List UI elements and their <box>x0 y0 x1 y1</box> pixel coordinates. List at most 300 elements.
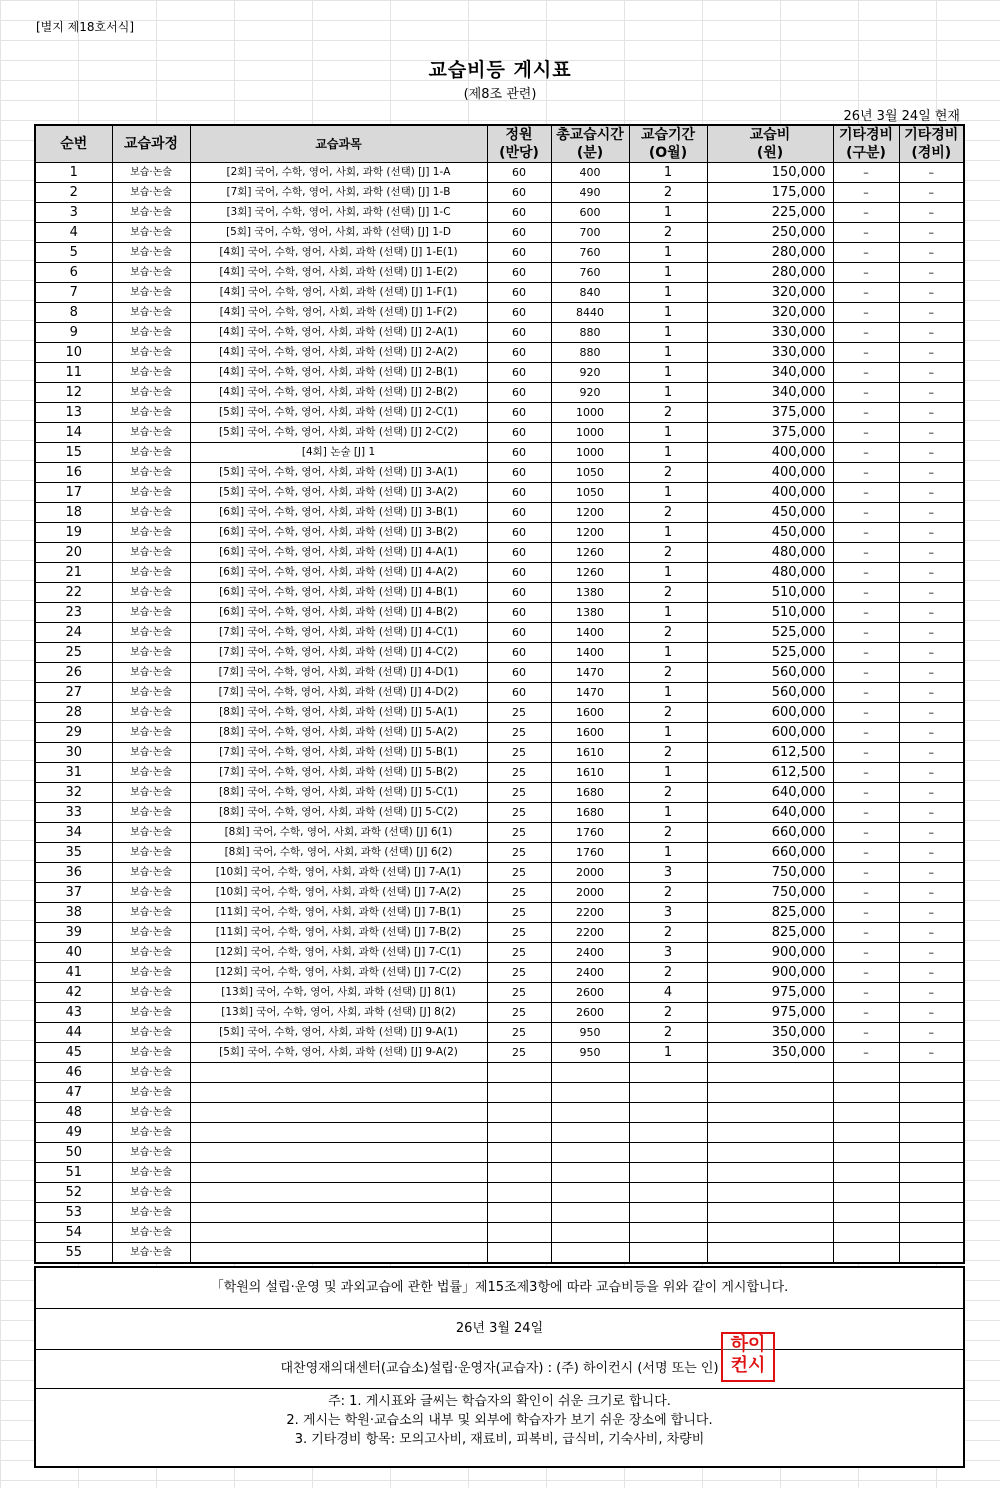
cell-subject: [5회] 국어, 수학, 영어, 사회, 과학 (선택) [J] 2-C(1) <box>190 403 487 423</box>
header-hours: 총교습시간 (분) <box>551 125 629 163</box>
cell-capacity: 25 <box>487 843 551 863</box>
cell-no: 45 <box>35 1043 112 1063</box>
cell-no: 51 <box>35 1163 112 1183</box>
cell-hours: 1760 <box>551 843 629 863</box>
cell-course: 보습·논술 <box>112 163 190 183</box>
cell-no: 52 <box>35 1183 112 1203</box>
cell-capacity: 25 <box>487 703 551 723</box>
cell-period: 1 <box>629 763 707 783</box>
cell-other-type: – <box>833 803 899 823</box>
cell-no: 10 <box>35 343 112 363</box>
table-row <box>35 1183 964 1203</box>
cell-hours <box>551 1083 629 1103</box>
cell-other-type: – <box>833 383 899 403</box>
cell-other-type: – <box>833 303 899 323</box>
cell-other-cost: – <box>899 503 964 523</box>
cell-no: 18 <box>35 503 112 523</box>
cell-fee: 660,000 <box>707 843 833 863</box>
cell-fee: 150,000 <box>707 163 833 183</box>
cell-subject: [4회] 논술 [J] 1 <box>190 443 487 463</box>
cell-other-cost: – <box>899 623 964 643</box>
cell-hours <box>551 1103 629 1123</box>
cell-fee: 975,000 <box>707 1003 833 1023</box>
cell-fee: 250,000 <box>707 223 833 243</box>
cell-course: 보습·논술 <box>112 223 190 243</box>
cell-course: 보습·논술 <box>112 703 190 723</box>
cell-capacity: 60 <box>487 223 551 243</box>
cell-capacity: 60 <box>487 543 551 563</box>
cell-other-cost: – <box>899 463 964 483</box>
cell-other-cost: – <box>899 823 964 843</box>
cell-fee: 400,000 <box>707 463 833 483</box>
table-row <box>35 1163 964 1183</box>
cell-period: 1 <box>629 243 707 263</box>
cell-other-cost: – <box>899 563 964 583</box>
cell-subject: [5회] 국어, 수학, 영어, 사회, 과학 (선택) [J] 3-A(1) <box>190 463 487 483</box>
table-row <box>35 1083 964 1103</box>
cell-period: 2 <box>629 543 707 563</box>
table-row <box>35 483 964 503</box>
cell-hours <box>551 1163 629 1183</box>
cell-course: 보습·논술 <box>112 943 190 963</box>
cell-no: 34 <box>35 823 112 843</box>
cell-capacity: 60 <box>487 663 551 683</box>
cell-subject: [6회] 국어, 수학, 영어, 사회, 과학 (선택) [J] 4-A(2) <box>190 563 487 583</box>
cell-subject: [10회] 국어, 수학, 영어, 사회, 과학 (선택) [J] 7-A(2) <box>190 883 487 903</box>
cell-other-cost: – <box>899 303 964 323</box>
cell-period: 2 <box>629 743 707 763</box>
cell-subject: [8회] 국어, 수학, 영어, 사회, 과학 (선택) [J] 5-C(2) <box>190 803 487 823</box>
cell-other-cost: – <box>899 363 964 383</box>
cell-subject: [7회] 국어, 수학, 영어, 사회, 과학 (선택) [J] 5-B(2) <box>190 763 487 783</box>
cell-other-cost <box>899 1243 964 1264</box>
cell-fee <box>707 1123 833 1143</box>
cell-no: 53 <box>35 1203 112 1223</box>
cell-course: 보습·논술 <box>112 623 190 643</box>
cell-other-cost: – <box>899 523 964 543</box>
cell-other-cost: – <box>899 703 964 723</box>
operator-line: 대찬영재의대센터(교습소)설립·운영자(교습자) : (주) 하이컨시 (서명 또는 인) <box>36 1350 963 1389</box>
cell-other-type: – <box>833 203 899 223</box>
cell-period <box>629 1143 707 1163</box>
cell-fee: 600,000 <box>707 723 833 743</box>
note-2: 2. 게시는 학원·교습소의 내부 및 외부에 학습자가 보기 쉬운 장소에 합니다. <box>286 1413 713 1428</box>
table-row <box>35 1143 964 1163</box>
header-row <box>35 125 964 163</box>
cell-fee <box>707 1243 833 1264</box>
cell-other-type: – <box>833 323 899 343</box>
cell-other-cost: – <box>899 243 964 263</box>
cell-other-type: – <box>833 703 899 723</box>
cell-other-type: – <box>833 763 899 783</box>
cell-hours <box>551 1243 629 1264</box>
cell-other-type: – <box>833 643 899 663</box>
cell-course: 보습·논술 <box>112 903 190 923</box>
table-row <box>35 243 964 263</box>
cell-subject: [2회] 국어, 수학, 영어, 사회, 과학 (선택) [J] 1-A <box>190 163 487 183</box>
cell-capacity <box>487 1163 551 1183</box>
cell-fee <box>707 1103 833 1123</box>
cell-fee <box>707 1203 833 1223</box>
table-row <box>35 863 964 883</box>
cell-other-type: – <box>833 923 899 943</box>
cell-fee <box>707 1063 833 1083</box>
cell-other-type: – <box>833 623 899 643</box>
table-row <box>35 843 964 863</box>
as-of-date: 26년 3월 24일 현재 <box>843 109 960 124</box>
cell-hours: 880 <box>551 323 629 343</box>
cell-capacity: 60 <box>487 643 551 663</box>
table-row <box>35 543 964 563</box>
cell-other-cost: – <box>899 283 964 303</box>
cell-other-type: – <box>833 983 899 1003</box>
cell-no: 16 <box>35 463 112 483</box>
seal-text-1: 하이 <box>730 1334 766 1355</box>
cell-other-cost: – <box>899 663 964 683</box>
table-row <box>35 343 964 363</box>
cell-other-cost: – <box>899 843 964 863</box>
cell-capacity: 60 <box>487 443 551 463</box>
cell-hours: 2200 <box>551 923 629 943</box>
cell-subject: [5회] 국어, 수학, 영어, 사회, 과학 (선택) [J] 9-A(1) <box>190 1023 487 1043</box>
cell-hours <box>551 1123 629 1143</box>
table-row <box>35 583 964 603</box>
cell-other-type: – <box>833 283 899 303</box>
cell-no: 2 <box>35 183 112 203</box>
cell-period <box>629 1203 707 1223</box>
cell-subject: [6회] 국어, 수학, 영어, 사회, 과학 (선택) [J] 4-B(2) <box>190 603 487 623</box>
cell-hours: 880 <box>551 343 629 363</box>
cell-period <box>629 1163 707 1183</box>
cell-no: 54 <box>35 1223 112 1243</box>
cell-subject: [4회] 국어, 수학, 영어, 사회, 과학 (선택) [J] 1-E(2) <box>190 263 487 283</box>
cell-course: 보습·논술 <box>112 443 190 463</box>
cell-course: 보습·논술 <box>112 323 190 343</box>
cell-no: 21 <box>35 563 112 583</box>
cell-hours: 2600 <box>551 983 629 1003</box>
cell-subject <box>190 1063 487 1083</box>
cell-no: 9 <box>35 323 112 343</box>
cell-course: 보습·논술 <box>112 783 190 803</box>
cell-no: 23 <box>35 603 112 623</box>
table-row <box>35 263 964 283</box>
cell-other-type <box>833 1163 899 1183</box>
cell-course: 보습·논술 <box>112 1163 190 1183</box>
cell-no: 38 <box>35 903 112 923</box>
cell-other-type: – <box>833 443 899 463</box>
cell-no: 33 <box>35 803 112 823</box>
legal-statement: 「학원의 설립·운영 및 과외교습에 관한 법률」제15조제3항에 따라 교습비등을 위와 같이 게시합니다. <box>36 1268 963 1309</box>
cell-other-type <box>833 1223 899 1243</box>
cell-course: 보습·논술 <box>112 263 190 283</box>
table-row <box>35 943 964 963</box>
cell-subject <box>190 1103 487 1123</box>
table-row <box>35 923 964 943</box>
cell-other-type: – <box>833 483 899 503</box>
cell-other-cost: – <box>899 443 964 463</box>
table-row <box>35 1103 964 1123</box>
table-row <box>35 1243 964 1264</box>
table-row <box>35 563 964 583</box>
cell-other-type: – <box>833 523 899 543</box>
cell-hours: 2400 <box>551 963 629 983</box>
cell-other-type <box>833 1243 899 1264</box>
cell-subject: [8회] 국어, 수학, 영어, 사회, 과학 (선택) [J] 6(1) <box>190 823 487 843</box>
cell-subject: [4회] 국어, 수학, 영어, 사회, 과학 (선택) [J] 2-A(1) <box>190 323 487 343</box>
cell-course: 보습·논술 <box>112 1183 190 1203</box>
cell-fee: 900,000 <box>707 963 833 983</box>
cell-course: 보습·논술 <box>112 823 190 843</box>
cell-fee: 330,000 <box>707 343 833 363</box>
cell-course: 보습·논술 <box>112 543 190 563</box>
cell-capacity: 25 <box>487 923 551 943</box>
cell-fee: 560,000 <box>707 663 833 683</box>
cell-other-type: – <box>833 503 899 523</box>
cell-fee: 640,000 <box>707 803 833 823</box>
table-row <box>35 763 964 783</box>
cell-subject: [5회] 국어, 수학, 영어, 사회, 과학 (선택) [J] 3-A(2) <box>190 483 487 503</box>
cell-period: 1 <box>629 483 707 503</box>
cell-course: 보습·논술 <box>112 1223 190 1243</box>
cell-fee: 480,000 <box>707 543 833 563</box>
cell-other-cost <box>899 1183 964 1203</box>
cell-course: 보습·논술 <box>112 1203 190 1223</box>
cell-no: 48 <box>35 1103 112 1123</box>
cell-hours: 950 <box>551 1023 629 1043</box>
cell-no: 5 <box>35 243 112 263</box>
table-row <box>35 703 964 723</box>
cell-other-cost: – <box>899 1043 964 1063</box>
cell-other-type <box>833 1083 899 1103</box>
cell-hours <box>551 1203 629 1223</box>
table-row <box>35 503 964 523</box>
cell-course: 보습·논술 <box>112 723 190 743</box>
cell-fee: 375,000 <box>707 403 833 423</box>
cell-subject: [8회] 국어, 수학, 영어, 사회, 과학 (선택) [J] 5-A(1) <box>190 703 487 723</box>
cell-subject: [6회] 국어, 수학, 영어, 사회, 과학 (선택) [J] 3-B(2) <box>190 523 487 543</box>
cell-no: 36 <box>35 863 112 883</box>
cell-period: 1 <box>629 283 707 303</box>
cell-no: 19 <box>35 523 112 543</box>
cell-other-type: – <box>833 723 899 743</box>
cell-other-cost: – <box>899 1003 964 1023</box>
cell-period <box>629 1183 707 1203</box>
cell-no: 42 <box>35 983 112 1003</box>
cell-hours: 1400 <box>551 623 629 643</box>
cell-capacity: 60 <box>487 203 551 223</box>
cell-period: 3 <box>629 943 707 963</box>
cell-no: 29 <box>35 723 112 743</box>
cell-capacity: 25 <box>487 823 551 843</box>
cell-capacity: 25 <box>487 863 551 883</box>
cell-subject: [4회] 국어, 수학, 영어, 사회, 과학 (선택) [J] 1-F(2) <box>190 303 487 323</box>
cell-period: 2 <box>629 183 707 203</box>
table-row <box>35 323 964 343</box>
cell-course: 보습·논술 <box>112 603 190 623</box>
cell-capacity: 25 <box>487 1003 551 1023</box>
table-row <box>35 403 964 423</box>
cell-capacity: 60 <box>487 583 551 603</box>
fee-table <box>34 124 965 1264</box>
cell-hours: 920 <box>551 363 629 383</box>
cell-other-type <box>833 1123 899 1143</box>
cell-hours: 1600 <box>551 703 629 723</box>
cell-other-cost: – <box>899 763 964 783</box>
cell-hours: 950 <box>551 1043 629 1063</box>
cell-period: 1 <box>629 203 707 223</box>
cell-hours <box>551 1183 629 1203</box>
cell-no: 47 <box>35 1083 112 1103</box>
cell-course: 보습·논술 <box>112 923 190 943</box>
cell-fee: 330,000 <box>707 323 833 343</box>
cell-no: 24 <box>35 623 112 643</box>
cell-fee: 225,000 <box>707 203 833 223</box>
cell-capacity: 60 <box>487 423 551 443</box>
table-row <box>35 663 964 683</box>
cell-capacity: 60 <box>487 503 551 523</box>
cell-period: 2 <box>629 703 707 723</box>
cell-period: 1 <box>629 263 707 283</box>
cell-course: 보습·논술 <box>112 643 190 663</box>
note-1: 주: 1. 게시표와 글씨는 학습자의 확인이 쉬운 크기로 합니다. <box>328 1394 671 1409</box>
cell-capacity: 60 <box>487 183 551 203</box>
cell-hours: 1470 <box>551 683 629 703</box>
cell-subject <box>190 1183 487 1203</box>
cell-course: 보습·논술 <box>112 983 190 1003</box>
cell-other-type: – <box>833 463 899 483</box>
cell-period: 1 <box>629 803 707 823</box>
cell-capacity: 60 <box>487 403 551 423</box>
cell-period <box>629 1243 707 1264</box>
cell-hours: 1200 <box>551 503 629 523</box>
cell-hours: 400 <box>551 163 629 183</box>
cell-subject: [7회] 국어, 수학, 영어, 사회, 과학 (선택) [J] 1-B <box>190 183 487 203</box>
cell-fee: 320,000 <box>707 283 833 303</box>
cell-period: 1 <box>629 383 707 403</box>
cell-no: 40 <box>35 943 112 963</box>
cell-period: 2 <box>629 463 707 483</box>
cell-fee: 450,000 <box>707 503 833 523</box>
cell-fee <box>707 1143 833 1163</box>
cell-no: 50 <box>35 1143 112 1163</box>
cell-course: 보습·논술 <box>112 423 190 443</box>
cell-course: 보습·논술 <box>112 583 190 603</box>
cell-other-cost: – <box>899 183 964 203</box>
cell-other-type <box>833 1143 899 1163</box>
cell-period: 1 <box>629 843 707 863</box>
cell-fee: 825,000 <box>707 903 833 923</box>
cell-hours: 920 <box>551 383 629 403</box>
cell-other-type: – <box>833 563 899 583</box>
table-row <box>35 463 964 483</box>
cell-capacity: 60 <box>487 323 551 343</box>
cell-no: 44 <box>35 1023 112 1043</box>
table-row <box>35 803 964 823</box>
cell-fee: 525,000 <box>707 643 833 663</box>
cell-no: 30 <box>35 743 112 763</box>
cell-course: 보습·논술 <box>112 483 190 503</box>
cell-no: 28 <box>35 703 112 723</box>
cell-course: 보습·논술 <box>112 403 190 423</box>
cell-other-cost: – <box>899 883 964 903</box>
cell-period: 2 <box>629 583 707 603</box>
cell-subject: [8회] 국어, 수학, 영어, 사회, 과학 (선택) [J] 6(2) <box>190 843 487 863</box>
cell-period: 2 <box>629 1023 707 1043</box>
cell-subject <box>190 1203 487 1223</box>
cell-fee: 612,500 <box>707 743 833 763</box>
table-row <box>35 163 964 183</box>
cell-no: 35 <box>35 843 112 863</box>
cell-course: 보습·논술 <box>112 883 190 903</box>
cell-no: 22 <box>35 583 112 603</box>
cell-no: 55 <box>35 1243 112 1264</box>
cell-course: 보습·논술 <box>112 763 190 783</box>
cell-hours: 1050 <box>551 463 629 483</box>
cell-hours: 1200 <box>551 523 629 543</box>
cell-hours <box>551 1143 629 1163</box>
cell-other-cost: – <box>899 383 964 403</box>
cell-hours: 1400 <box>551 643 629 663</box>
fee-table-body <box>35 163 964 1264</box>
cell-no: 15 <box>35 443 112 463</box>
cell-capacity <box>487 1143 551 1163</box>
cell-no: 25 <box>35 643 112 663</box>
cell-capacity: 60 <box>487 463 551 483</box>
cell-capacity <box>487 1103 551 1123</box>
cell-fee: 750,000 <box>707 883 833 903</box>
cell-hours <box>551 1223 629 1243</box>
cell-capacity: 25 <box>487 903 551 923</box>
cell-subject: [10회] 국어, 수학, 영어, 사회, 과학 (선택) [J] 7-A(1) <box>190 863 487 883</box>
cell-course: 보습·논술 <box>112 863 190 883</box>
cell-other-type: – <box>833 883 899 903</box>
cell-subject: [8회] 국어, 수학, 영어, 사회, 과학 (선택) [J] 5-A(2) <box>190 723 487 743</box>
cell-other-type: – <box>833 603 899 623</box>
cell-capacity: 60 <box>487 683 551 703</box>
cell-subject: [3회] 국어, 수학, 영어, 사회, 과학 (선택) [J] 1-C <box>190 203 487 223</box>
cell-other-type: – <box>833 243 899 263</box>
cell-hours: 490 <box>551 183 629 203</box>
cell-fee: 640,000 <box>707 783 833 803</box>
cell-hours: 1760 <box>551 823 629 843</box>
header-fee: 교습비 (원) <box>707 125 833 163</box>
cell-period <box>629 1223 707 1243</box>
cell-other-cost <box>899 1103 964 1123</box>
cell-period: 2 <box>629 223 707 243</box>
seal-stamp <box>721 1332 775 1382</box>
cell-fee: 350,000 <box>707 1043 833 1063</box>
cell-other-type: – <box>833 263 899 283</box>
cell-capacity: 25 <box>487 983 551 1003</box>
cell-period: 1 <box>629 163 707 183</box>
table-row <box>35 1123 964 1143</box>
cell-no: 43 <box>35 1003 112 1023</box>
table-row <box>35 1203 964 1223</box>
table-row <box>35 883 964 903</box>
cell-hours: 600 <box>551 203 629 223</box>
cell-period: 1 <box>629 1043 707 1063</box>
cell-course: 보습·논술 <box>112 243 190 263</box>
cell-no: 46 <box>35 1063 112 1083</box>
table-row <box>35 743 964 763</box>
cell-subject: [4회] 국어, 수학, 영어, 사회, 과학 (선택) [J] 2-B(2) <box>190 383 487 403</box>
table-row <box>35 203 964 223</box>
cell-other-type: – <box>833 343 899 363</box>
cell-fee <box>707 1183 833 1203</box>
cell-hours: 1610 <box>551 763 629 783</box>
cell-course: 보습·논술 <box>112 183 190 203</box>
cell-hours: 1000 <box>551 403 629 423</box>
